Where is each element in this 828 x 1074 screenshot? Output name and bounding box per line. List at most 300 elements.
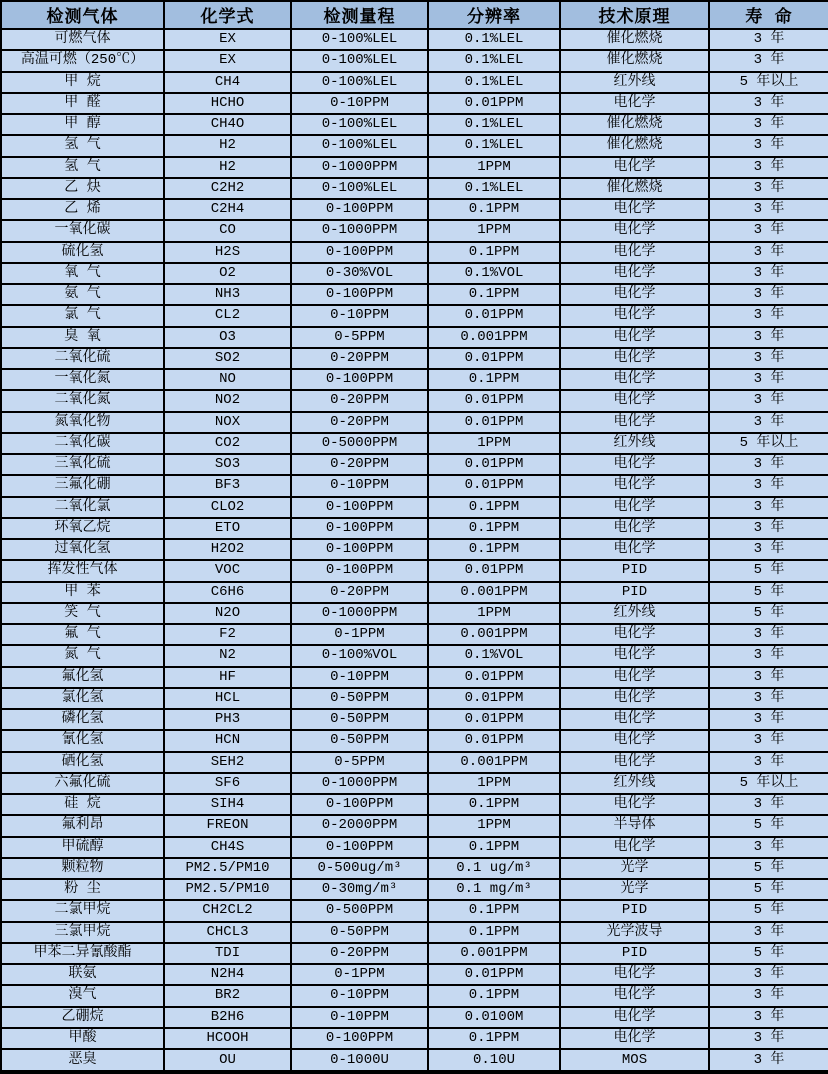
cell-principle: 电化学: [560, 305, 709, 326]
cell-range: 0-10PPM: [291, 93, 428, 114]
cell-lifespan: 5 年: [709, 815, 828, 836]
cell-gas: 硒化氢: [1, 752, 164, 773]
cell-lifespan: 3 年: [709, 305, 828, 326]
cell-resolution: 0.01PPM: [428, 667, 560, 688]
table-row: [1, 390, 828, 411]
table-body: [1, 29, 828, 1072]
cell-gas: 氮 气: [1, 645, 164, 666]
cell-formula: ETO: [164, 518, 291, 539]
cell-range: 0-10PPM: [291, 305, 428, 326]
cell-resolution: 0.1PPM: [428, 284, 560, 305]
cell-lifespan: 3 年: [709, 497, 828, 518]
cell-range: 0-20PPM: [291, 454, 428, 475]
cell-gas: 臭 氧: [1, 327, 164, 348]
cell-gas: 甲苯二异氰酸酯: [1, 943, 164, 964]
table-row: [1, 943, 828, 964]
cell-gas: 二氧化氮: [1, 390, 164, 411]
column-header-resolution: 分辨率: [428, 1, 560, 29]
cell-lifespan: 5 年以上: [709, 72, 828, 93]
table-row: [1, 199, 828, 220]
cell-range: 0-500ug/m³: [291, 858, 428, 879]
cell-range: 0-20PPM: [291, 943, 428, 964]
cell-gas: 过氧化氢: [1, 539, 164, 560]
header-row: [1, 1, 828, 29]
cell-range: 0-1000PPM: [291, 603, 428, 624]
cell-principle: 电化学: [560, 518, 709, 539]
cell-principle: 红外线: [560, 773, 709, 794]
cell-formula: HCL: [164, 688, 291, 709]
cell-lifespan: 3 年: [709, 624, 828, 645]
cell-formula: SF6: [164, 773, 291, 794]
cell-formula: CH4S: [164, 837, 291, 858]
cell-gas: 颗粒物: [1, 858, 164, 879]
cell-lifespan: 3 年: [709, 475, 828, 496]
cell-resolution: 0.001PPM: [428, 624, 560, 645]
cell-gas: 联氨: [1, 964, 164, 985]
cell-gas: 溴气: [1, 985, 164, 1006]
cell-principle: 催化燃烧: [560, 114, 709, 135]
cell-range: 0-20PPM: [291, 348, 428, 369]
cell-lifespan: 3 年: [709, 1028, 828, 1049]
cell-lifespan: 3 年: [709, 454, 828, 475]
cell-principle: 电化学: [560, 497, 709, 518]
cell-principle: 电化学: [560, 263, 709, 284]
cell-principle: 电化学: [560, 220, 709, 241]
cell-lifespan: 5 年: [709, 582, 828, 603]
cell-resolution: 0.1%LEL: [428, 135, 560, 156]
cell-resolution: 0.001PPM: [428, 752, 560, 773]
cell-principle: 电化学: [560, 1007, 709, 1028]
cell-resolution: 0.1%LEL: [428, 114, 560, 135]
cell-range: 0-100PPM: [291, 518, 428, 539]
cell-gas: 氧 气: [1, 263, 164, 284]
cell-principle: 催化燃烧: [560, 178, 709, 199]
cell-formula: CL2: [164, 305, 291, 326]
table-row: [1, 263, 828, 284]
cell-range: 0-5PPM: [291, 752, 428, 773]
cell-formula: CH4O: [164, 114, 291, 135]
cell-range: 0-500PPM: [291, 900, 428, 921]
cell-formula: H2: [164, 135, 291, 156]
table-row: [1, 752, 828, 773]
cell-principle: MOS: [560, 1049, 709, 1072]
cell-principle: 电化学: [560, 199, 709, 220]
cell-lifespan: 3 年: [709, 667, 828, 688]
cell-formula: FREON: [164, 815, 291, 836]
cell-range: 0-50PPM: [291, 922, 428, 943]
cell-lifespan: 5 年: [709, 879, 828, 900]
cell-gas: 三氯甲烷: [1, 922, 164, 943]
cell-range: 0-100%VOL: [291, 645, 428, 666]
table-row: [1, 624, 828, 645]
cell-formula: NO: [164, 369, 291, 390]
cell-lifespan: 3 年: [709, 390, 828, 411]
cell-resolution: 0.1PPM: [428, 242, 560, 263]
cell-gas: 乙 烯: [1, 199, 164, 220]
cell-resolution: 0.1%VOL: [428, 263, 560, 284]
table-row: [1, 900, 828, 921]
cell-lifespan: 5 年: [709, 603, 828, 624]
table-row: [1, 603, 828, 624]
table-row: [1, 709, 828, 730]
cell-formula: OU: [164, 1049, 291, 1072]
cell-lifespan: 5 年: [709, 943, 828, 964]
cell-lifespan: 3 年: [709, 199, 828, 220]
cell-formula: SO2: [164, 348, 291, 369]
cell-resolution: 0.1PPM: [428, 1028, 560, 1049]
cell-formula: SO3: [164, 454, 291, 475]
cell-lifespan: 3 年: [709, 645, 828, 666]
cell-resolution: 0.01PPM: [428, 348, 560, 369]
cell-principle: 电化学: [560, 454, 709, 475]
cell-resolution: 1PPM: [428, 220, 560, 241]
table-row: [1, 433, 828, 454]
cell-lifespan: 5 年以上: [709, 433, 828, 454]
cell-range: 0-30mg/m³: [291, 879, 428, 900]
cell-formula: N2H4: [164, 964, 291, 985]
cell-formula: EX: [164, 29, 291, 50]
cell-formula: TDI: [164, 943, 291, 964]
cell-lifespan: 3 年: [709, 1049, 828, 1072]
cell-range: 0-20PPM: [291, 412, 428, 433]
cell-lifespan: 5 年: [709, 560, 828, 581]
cell-formula: N2: [164, 645, 291, 666]
cell-range: 0-100%LEL: [291, 135, 428, 156]
cell-resolution: 0.01PPM: [428, 730, 560, 751]
cell-formula: F2: [164, 624, 291, 645]
cell-principle: 电化学: [560, 539, 709, 560]
cell-gas: 甲 醛: [1, 93, 164, 114]
cell-lifespan: 3 年: [709, 327, 828, 348]
cell-range: 0-10PPM: [291, 667, 428, 688]
cell-formula: O2: [164, 263, 291, 284]
cell-gas: 一氧化氮: [1, 369, 164, 390]
cell-formula: SEH2: [164, 752, 291, 773]
column-header-range: 检测量程: [291, 1, 428, 29]
table-row: [1, 178, 828, 199]
table-row: [1, 773, 828, 794]
cell-range: 0-1PPM: [291, 624, 428, 645]
cell-formula: BF3: [164, 475, 291, 496]
cell-resolution: 0.1PPM: [428, 369, 560, 390]
table-row: [1, 135, 828, 156]
cell-resolution: 0.1PPM: [428, 199, 560, 220]
cell-lifespan: 3 年: [709, 688, 828, 709]
cell-gas: 环氧乙烷: [1, 518, 164, 539]
cell-resolution: 0.1PPM: [428, 539, 560, 560]
table-row: [1, 794, 828, 815]
cell-formula: VOC: [164, 560, 291, 581]
cell-range: 0-10PPM: [291, 1007, 428, 1028]
cell-principle: 催化燃烧: [560, 135, 709, 156]
cell-formula: HF: [164, 667, 291, 688]
cell-resolution: 0.1 mg/m³: [428, 879, 560, 900]
cell-principle: 电化学: [560, 369, 709, 390]
cell-resolution: 0.01PPM: [428, 93, 560, 114]
cell-range: 0-1000U: [291, 1049, 428, 1072]
cell-gas: 一氧化碳: [1, 220, 164, 241]
cell-range: 0-50PPM: [291, 688, 428, 709]
cell-formula: C2H4: [164, 199, 291, 220]
cell-lifespan: 3 年: [709, 837, 828, 858]
cell-lifespan: 3 年: [709, 518, 828, 539]
cell-formula: CLO2: [164, 497, 291, 518]
table-row: [1, 369, 828, 390]
cell-resolution: 0.01PPM: [428, 412, 560, 433]
cell-gas: 硫化氢: [1, 242, 164, 263]
cell-principle: PID: [560, 560, 709, 581]
cell-formula: EX: [164, 50, 291, 71]
cell-range: 0-100PPM: [291, 497, 428, 518]
cell-lifespan: 3 年: [709, 369, 828, 390]
cell-lifespan: 3 年: [709, 263, 828, 284]
cell-resolution: 1PPM: [428, 603, 560, 624]
table-row: [1, 688, 828, 709]
cell-principle: PID: [560, 582, 709, 603]
cell-principle: 红外线: [560, 433, 709, 454]
table-row: [1, 518, 828, 539]
cell-resolution: 0.1%VOL: [428, 645, 560, 666]
cell-principle: 电化学: [560, 284, 709, 305]
cell-principle: 半导体: [560, 815, 709, 836]
table-row: [1, 560, 828, 581]
table-row: [1, 582, 828, 603]
cell-principle: 电化学: [560, 327, 709, 348]
cell-range: 0-1PPM: [291, 964, 428, 985]
cell-range: 0-1000PPM: [291, 157, 428, 178]
cell-lifespan: 3 年: [709, 964, 828, 985]
cell-range: 0-100PPM: [291, 539, 428, 560]
table-row: [1, 305, 828, 326]
table-row: [1, 1028, 828, 1049]
table-row: [1, 284, 828, 305]
table-row: [1, 985, 828, 1006]
cell-gas: 笑 气: [1, 603, 164, 624]
column-header-formula: 化学式: [164, 1, 291, 29]
cell-gas: 甲 苯: [1, 582, 164, 603]
cell-resolution: 0.1PPM: [428, 837, 560, 858]
cell-range: 0-100PPM: [291, 284, 428, 305]
cell-range: 0-2000PPM: [291, 815, 428, 836]
cell-range: 0-10PPM: [291, 985, 428, 1006]
cell-formula: PM2.5/PM10: [164, 879, 291, 900]
cell-lifespan: 5 年以上: [709, 773, 828, 794]
cell-resolution: 0.1%LEL: [428, 72, 560, 93]
cell-gas: 硅 烷: [1, 794, 164, 815]
cell-principle: PID: [560, 943, 709, 964]
cell-resolution: 0.0100M: [428, 1007, 560, 1028]
cell-lifespan: 3 年: [709, 93, 828, 114]
cell-lifespan: 3 年: [709, 794, 828, 815]
cell-lifespan: 3 年: [709, 284, 828, 305]
cell-gas: 二氧化氯: [1, 497, 164, 518]
cell-formula: C6H6: [164, 582, 291, 603]
cell-range: 0-100%LEL: [291, 72, 428, 93]
cell-principle: 电化学: [560, 709, 709, 730]
cell-gas: 甲硫醇: [1, 837, 164, 858]
table-row: [1, 645, 828, 666]
cell-gas: 二氧化硫: [1, 348, 164, 369]
cell-formula: CH2CL2: [164, 900, 291, 921]
table-row: [1, 879, 828, 900]
cell-gas: 氢 气: [1, 135, 164, 156]
cell-lifespan: 3 年: [709, 709, 828, 730]
cell-formula: HCN: [164, 730, 291, 751]
table-row: [1, 242, 828, 263]
cell-principle: 光学: [560, 879, 709, 900]
cell-lifespan: 3 年: [709, 157, 828, 178]
cell-range: 0-100%LEL: [291, 114, 428, 135]
table-row: [1, 93, 828, 114]
cell-range: 0-100PPM: [291, 1028, 428, 1049]
cell-gas: 氯化氢: [1, 688, 164, 709]
cell-resolution: 0.1PPM: [428, 497, 560, 518]
cell-principle: 电化学: [560, 242, 709, 263]
cell-range: 0-100PPM: [291, 242, 428, 263]
cell-formula: HCOOH: [164, 1028, 291, 1049]
table-row: [1, 858, 828, 879]
cell-lifespan: 3 年: [709, 114, 828, 135]
cell-principle: 电化学: [560, 93, 709, 114]
table-row: [1, 412, 828, 433]
cell-resolution: 1PPM: [428, 815, 560, 836]
cell-principle: 光学波导: [560, 922, 709, 943]
cell-range: 0-30%VOL: [291, 263, 428, 284]
cell-gas: 氯 气: [1, 305, 164, 326]
cell-lifespan: 5 年: [709, 900, 828, 921]
cell-lifespan: 3 年: [709, 730, 828, 751]
cell-formula: NO2: [164, 390, 291, 411]
cell-lifespan: 3 年: [709, 922, 828, 943]
cell-lifespan: 5 年: [709, 858, 828, 879]
cell-resolution: 0.10U: [428, 1049, 560, 1072]
cell-formula: CH4: [164, 72, 291, 93]
cell-gas: 氟 气: [1, 624, 164, 645]
cell-lifespan: 3 年: [709, 50, 828, 71]
cell-formula: HCHO: [164, 93, 291, 114]
cell-resolution: 1PPM: [428, 157, 560, 178]
cell-lifespan: 3 年: [709, 752, 828, 773]
cell-range: 0-10PPM: [291, 475, 428, 496]
cell-resolution: 0.1PPM: [428, 922, 560, 943]
table-row: [1, 72, 828, 93]
cell-gas: 二氧化碳: [1, 433, 164, 454]
cell-lifespan: 3 年: [709, 242, 828, 263]
cell-principle: 红外线: [560, 603, 709, 624]
cell-resolution: 0.1 ug/m³: [428, 858, 560, 879]
cell-resolution: 0.001PPM: [428, 943, 560, 964]
cell-range: 0-5000PPM: [291, 433, 428, 454]
cell-gas: 六氟化硫: [1, 773, 164, 794]
cell-principle: 电化学: [560, 1028, 709, 1049]
cell-resolution: 0.001PPM: [428, 582, 560, 603]
cell-principle: 光学: [560, 858, 709, 879]
cell-gas: 三氟化硼: [1, 475, 164, 496]
table-row: [1, 667, 828, 688]
table-row: [1, 50, 828, 71]
cell-lifespan: 3 年: [709, 1007, 828, 1028]
cell-gas: 氮氧化物: [1, 412, 164, 433]
cell-principle: 电化学: [560, 645, 709, 666]
cell-gas: 高温可燃（250℃）: [1, 50, 164, 71]
cell-range: 0-100PPM: [291, 369, 428, 390]
cell-range: 0-100PPM: [291, 794, 428, 815]
table-row: [1, 922, 828, 943]
cell-range: 0-5PPM: [291, 327, 428, 348]
cell-resolution: 0.1PPM: [428, 794, 560, 815]
table-row: [1, 348, 828, 369]
cell-gas: 甲 烷: [1, 72, 164, 93]
table-row: [1, 475, 828, 496]
cell-formula: N2O: [164, 603, 291, 624]
cell-resolution: 0.01PPM: [428, 454, 560, 475]
cell-lifespan: 3 年: [709, 178, 828, 199]
cell-principle: 电化学: [560, 157, 709, 178]
cell-range: 0-100PPM: [291, 199, 428, 220]
cell-gas: 二氯甲烷: [1, 900, 164, 921]
cell-resolution: 0.01PPM: [428, 709, 560, 730]
cell-lifespan: 3 年: [709, 985, 828, 1006]
cell-resolution: 0.001PPM: [428, 327, 560, 348]
cell-gas: 乙硼烷: [1, 1007, 164, 1028]
cell-formula: NH3: [164, 284, 291, 305]
cell-principle: 电化学: [560, 624, 709, 645]
table-row: [1, 114, 828, 135]
table-row: [1, 964, 828, 985]
cell-resolution: 0.01PPM: [428, 964, 560, 985]
column-header-lifespan: 寿 命: [709, 1, 828, 29]
cell-resolution: 1PPM: [428, 773, 560, 794]
cell-gas: 可燃气体: [1, 29, 164, 50]
cell-formula: PM2.5/PM10: [164, 858, 291, 879]
cell-formula: CO: [164, 220, 291, 241]
cell-resolution: 0.1PPM: [428, 900, 560, 921]
cell-principle: 电化学: [560, 667, 709, 688]
cell-gas: 乙 炔: [1, 178, 164, 199]
table-row: [1, 815, 828, 836]
cell-gas: 磷化氢: [1, 709, 164, 730]
column-header-gas: 检测气体: [1, 1, 164, 29]
table-row: [1, 454, 828, 475]
cell-principle: 电化学: [560, 475, 709, 496]
cell-principle: 电化学: [560, 837, 709, 858]
cell-formula: B2H6: [164, 1007, 291, 1028]
table-row: [1, 730, 828, 751]
cell-formula: NOX: [164, 412, 291, 433]
cell-principle: 电化学: [560, 688, 709, 709]
table-row: [1, 1049, 828, 1072]
cell-formula: O3: [164, 327, 291, 348]
cell-resolution: 0.1%LEL: [428, 50, 560, 71]
cell-principle: 电化学: [560, 412, 709, 433]
table-row: [1, 837, 828, 858]
cell-principle: 电化学: [560, 390, 709, 411]
cell-formula: CO2: [164, 433, 291, 454]
cell-range: 0-50PPM: [291, 730, 428, 751]
cell-lifespan: 3 年: [709, 135, 828, 156]
table-row: [1, 497, 828, 518]
cell-resolution: 0.01PPM: [428, 688, 560, 709]
cell-resolution: 0.01PPM: [428, 560, 560, 581]
cell-gas: 氨 气: [1, 284, 164, 305]
cell-lifespan: 3 年: [709, 29, 828, 50]
cell-principle: 电化学: [560, 348, 709, 369]
cell-principle: 电化学: [560, 794, 709, 815]
cell-gas: 甲 醇: [1, 114, 164, 135]
cell-gas: 氰化氢: [1, 730, 164, 751]
cell-gas: 氟利昂: [1, 815, 164, 836]
cell-gas: 挥发性气体: [1, 560, 164, 581]
